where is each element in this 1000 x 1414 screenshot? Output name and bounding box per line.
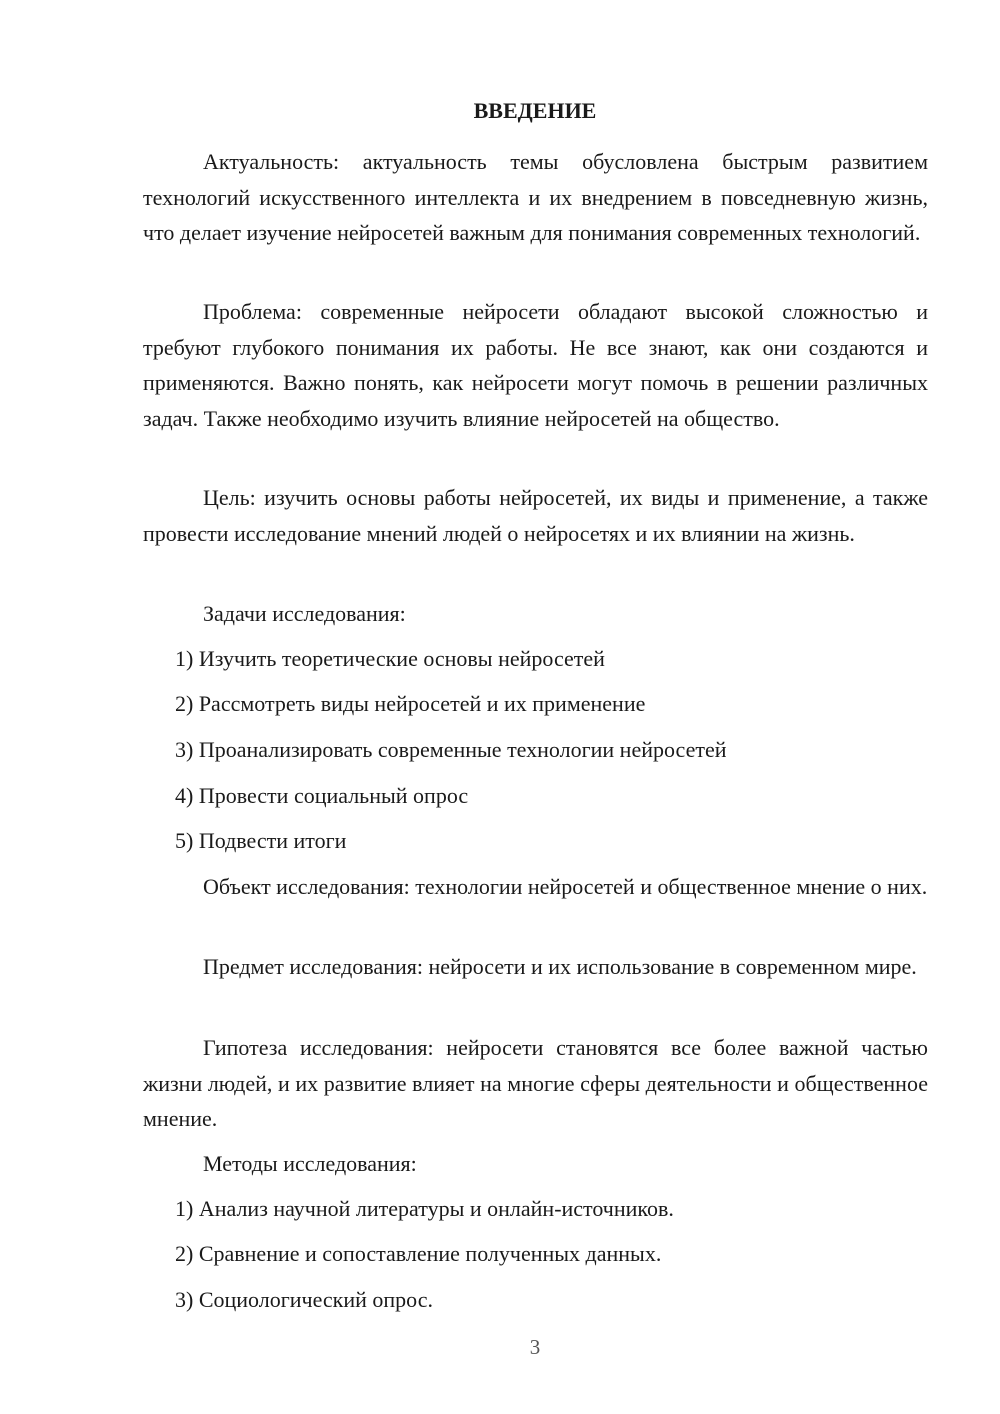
task-item: 3) Проанализировать современные технологии нейросетей <box>175 737 727 762</box>
task-item: 2) Рассмотреть виды нейросетей и их применение <box>175 691 646 716</box>
task-item: 5) Подвести итоги <box>175 828 347 853</box>
paragraph-problem: Проблема: современные нейросети обладают высокой сложностью и требуют глубокого понимания их работы. Не все знают, как они создаются и применяются. Важно понять, как нейросети могут помочь в решении различных задач. Также необходимо изучить влияние нейросетей на общество. <box>143 299 928 431</box>
methods-title: Методы исследования: <box>203 1151 417 1176</box>
task-item: 1) Изучить теоретические основы нейросетей <box>175 646 605 671</box>
method-item: 3) Социологический опрос. <box>175 1287 433 1312</box>
paragraph-relevance: Актуальность: актуальность темы обусловлена быстрым развитием технологий искусственного интеллекта и их внедрением в повседневную жизнь, что делает изучение нейросетей важным для понимания современных технологий. <box>143 149 928 245</box>
task-item: 4) Провести социальный опрос <box>175 783 469 808</box>
tasks-title: Задачи исследования: <box>203 601 406 626</box>
paragraph-object: Объект исследования: технологии нейросетей и общественное мнение о них. <box>203 874 928 899</box>
section-heading: ВВЕДЕНИЕ <box>473 98 597 123</box>
paragraph-hypothesis: Гипотеза исследования: нейросети становятся все более важной частью жизни людей, и их развитие влияет на многие сферы деятельности и общественное мнение. <box>143 1035 928 1131</box>
method-item: 1) Анализ научной литературы и онлайн-источников. <box>175 1196 674 1221</box>
page-number: 3 <box>529 1335 541 1359</box>
paragraph-goal: Цель: изучить основы работы нейросетей, их виды и применение, а также провести исследование мнений людей о нейросетях и их влиянии на жизнь. <box>143 485 928 546</box>
method-item: 2) Сравнение и сопоставление полученных данных. <box>175 1241 662 1266</box>
paragraph-subject: Предмет исследования: нейросети и их использование в современном мире. <box>203 954 917 979</box>
